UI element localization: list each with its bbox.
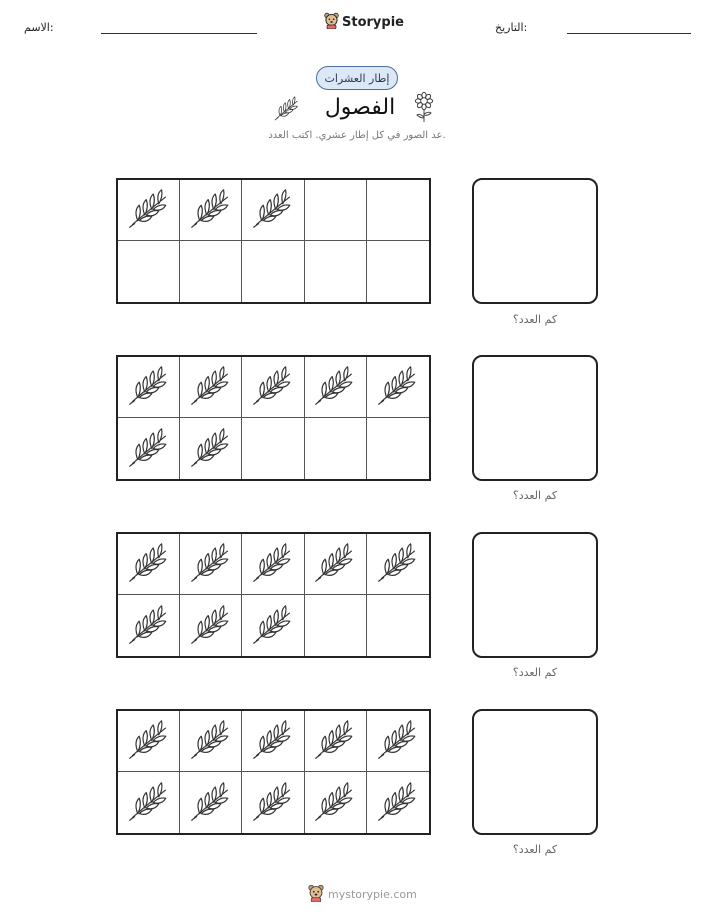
ten-frame: [116, 355, 431, 481]
ten-frame-cell: [367, 772, 429, 833]
footer-url: mystorypie.com: [328, 888, 417, 901]
ten-frame-cell: [118, 534, 180, 595]
name-line[interactable]: [101, 33, 257, 34]
wheat-icon: [314, 780, 356, 826]
wheat-icon: [252, 780, 294, 826]
wheat-icon: [377, 541, 419, 587]
answer-box[interactable]: [472, 178, 598, 304]
wheat-icon: [128, 426, 170, 472]
ten-frame-cell: [118, 357, 180, 418]
ten-frame-cell: [118, 241, 180, 302]
bear-mascot-icon: [324, 12, 339, 33]
wheat-icon: [314, 541, 356, 587]
footer: [308, 884, 417, 905]
brand-logo: [324, 12, 404, 33]
answer-box[interactable]: [472, 355, 598, 481]
worksheet-type-badge: إطار العشرات: [316, 66, 398, 90]
instructions: عد الصور في كل إطار عشري. اكتب العدد.: [268, 130, 446, 141]
ten-frame-cell: [242, 241, 304, 302]
ten-frame-cell: [180, 595, 242, 656]
ten-frame-cell: [242, 418, 304, 479]
ten-frame-cell: [305, 595, 367, 656]
wheat-icon: [377, 780, 419, 826]
ten-frame-cell: [367, 180, 429, 241]
ten-frame-cell: [118, 418, 180, 479]
ten-frame-cell: [242, 357, 304, 418]
wheat-icon: [128, 780, 170, 826]
wheat-icon: [377, 364, 419, 410]
sunflower-icon: [412, 91, 436, 127]
ten-frame-cell: [367, 357, 429, 418]
ten-frame-cell: [305, 357, 367, 418]
answer-prompt: كم العدد؟: [512, 843, 558, 856]
ten-frame-cell: [305, 180, 367, 241]
ten-frame-cell: [367, 711, 429, 772]
wheat-icon: [377, 718, 419, 764]
ten-frame-cell: [180, 180, 242, 241]
answer-box[interactable]: [472, 532, 598, 658]
date-label: التاريخ:: [495, 21, 528, 34]
wheat-icon: [128, 603, 170, 649]
ten-frame-cell: [367, 418, 429, 479]
ten-frame-cell: [118, 180, 180, 241]
wheat-icon: [190, 364, 232, 410]
wheat-icon: [190, 541, 232, 587]
ten-frame-cell: [180, 711, 242, 772]
answer-box[interactable]: [472, 709, 598, 835]
ten-frame-cell: [242, 772, 304, 833]
ten-frame-cell: [305, 241, 367, 302]
ten-frame-cell: [305, 534, 367, 595]
ten-frame-cell: [180, 534, 242, 595]
wheat-icon: [252, 364, 294, 410]
wheat-icon: [128, 541, 170, 587]
wheat-icon: [252, 187, 294, 233]
wheat-icon: [190, 187, 232, 233]
ten-frame-cell: [367, 534, 429, 595]
ten-frame-cell: [367, 241, 429, 302]
answer-prompt: كم العدد؟: [512, 313, 558, 326]
wheat-icon: [128, 364, 170, 410]
wheat-icon: [190, 603, 232, 649]
ten-frame-cell: [242, 711, 304, 772]
wheat-icon: [314, 718, 356, 764]
date-line[interactable]: [567, 33, 691, 34]
brand-name: Storypie: [342, 15, 404, 30]
wheat-icon: [252, 718, 294, 764]
ten-frame: [116, 532, 431, 658]
ten-frame-cell: [367, 595, 429, 656]
ten-frame-cell: [242, 595, 304, 656]
bear-mascot-icon: [308, 884, 324, 905]
wheat-icon: [128, 187, 170, 233]
ten-frame-cell: [180, 772, 242, 833]
wheat-icon: [128, 718, 170, 764]
ten-frame-cell: [305, 711, 367, 772]
ten-frame: [116, 709, 431, 835]
ten-frame-cell: [118, 711, 180, 772]
ten-frame-cell: [180, 241, 242, 302]
ten-frame-cell: [305, 772, 367, 833]
answer-prompt: كم العدد؟: [512, 489, 558, 502]
wheat-icon: [190, 426, 232, 472]
ten-frame-cell: [180, 418, 242, 479]
name-label: الاسم:: [24, 21, 54, 34]
wheat-icon: [190, 718, 232, 764]
ten-frame-cell: [305, 418, 367, 479]
ten-frame-cell: [242, 180, 304, 241]
ten-frame-cell: [242, 534, 304, 595]
page-title: الفصول: [324, 95, 396, 120]
wheat-icon: [252, 541, 294, 587]
wheat-icon: [190, 780, 232, 826]
wheat-icon: [272, 95, 302, 125]
ten-frame-cell: [118, 595, 180, 656]
ten-frame: [116, 178, 431, 304]
ten-frame-cell: [118, 772, 180, 833]
ten-frame-cell: [180, 357, 242, 418]
answer-prompt: كم العدد؟: [512, 666, 558, 679]
wheat-icon: [252, 603, 294, 649]
wheat-icon: [314, 364, 356, 410]
